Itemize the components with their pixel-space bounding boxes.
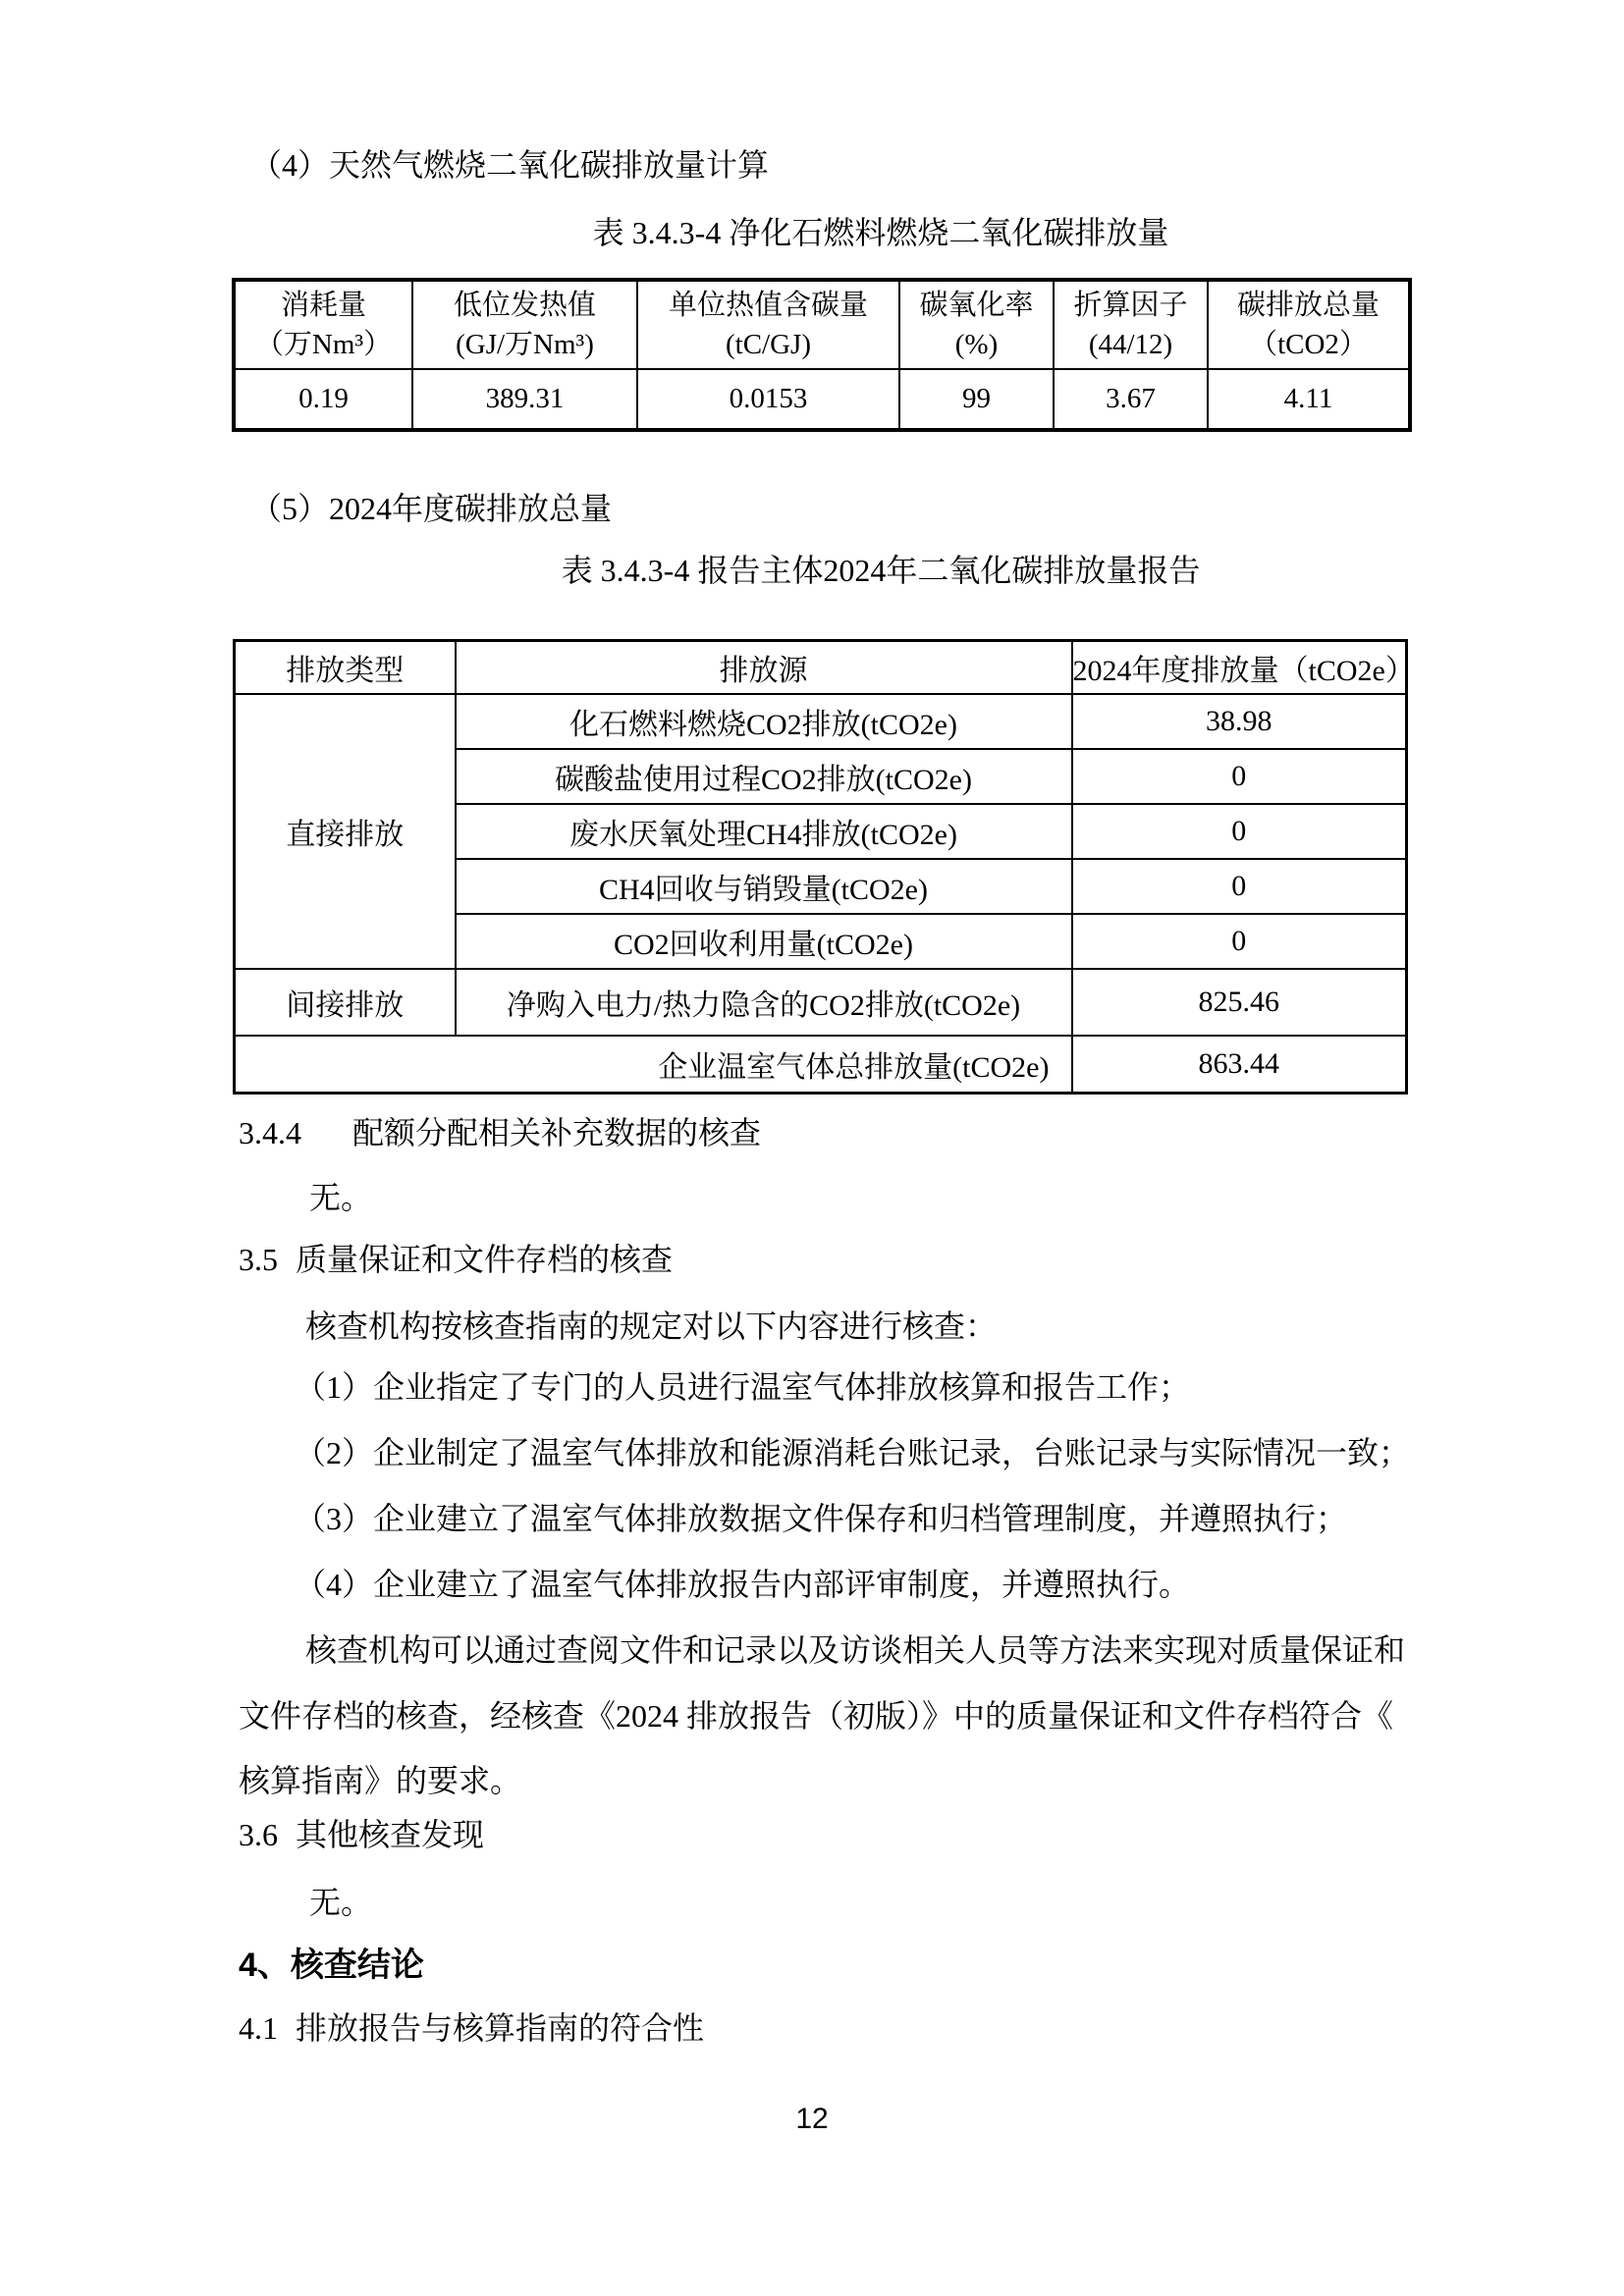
emission-value: 38.98 [1072,694,1407,749]
column-unit: (%) [954,329,999,360]
page-number: 12 [795,2103,829,2135]
column-name: 碳氧化率 [919,290,1034,321]
column-name: 单位热值含碳量 [668,290,868,321]
section-36-heading [239,1813,484,1856]
column-unit: (GJ/万Nm³) [456,329,594,360]
section-number: 4.1 [239,2010,278,2046]
column-unit: (44/12) [1088,329,1173,360]
table1-title: 表 3.4.3-4 净化石燃料燃烧二氧化碳排放量 [592,215,1169,250]
section-344-body: 无。 [309,1180,373,1215]
section-number: 3.6 [239,1817,278,1852]
table-total-row [235,1036,1407,1094]
section-344-heading [239,1111,761,1154]
column-name: 折算因子 [1073,290,1188,321]
emission-source: 废水厌氧处理CH4排放(tCO2e) [456,804,1072,859]
emission-value: 825.46 [1072,969,1407,1036]
total-emission-value: 863.44 [1072,1036,1407,1094]
column-header [234,280,412,369]
section-5-heading: （5）2024年度碳排放总量 [250,491,613,526]
section-4-conclusion-heading: 4、核查结论 [239,1947,424,1984]
indirect-emission-label: 间接排放 [235,969,456,1036]
emission-source: 碳酸盐使用过程CO2排放(tCO2e) [456,749,1072,804]
column-header [1208,280,1410,369]
column-name: 碳排放总量 [1236,290,1380,321]
column-header [637,280,899,369]
value-cell: 0.0153 [637,369,899,430]
emission-value: 0 [1072,749,1407,804]
emission-source: 净购入电力/热力隐含的CO2排放(tCO2e) [456,969,1072,1036]
emission-source: CH4回收与销毁量(tCO2e) [456,859,1072,914]
section-35-intro: 核查机构按核查指南的规定对以下内容进行核查： [305,1308,998,1344]
value-cell: 3.67 [1054,369,1208,430]
value-cell: 389.31 [412,369,637,430]
table-header-row [235,641,1407,695]
column-name: 低位发热值 [453,290,596,321]
emission-value: 0 [1072,914,1407,969]
emission-value: 0 [1072,859,1407,914]
emission-source: CO2回收利用量(tCO2e) [456,914,1072,969]
checklist-item: （1）企业指定了专门的人员进行温室气体排放核算和报告工作； [295,1369,1191,1405]
table-value-row [234,369,1410,430]
table-row [235,969,1407,1036]
column-unit: （万Nm³） [254,329,393,360]
section-title: 质量保证和文件存档的核查 [296,1242,674,1277]
column-header [899,280,1054,369]
column-header: 排放类型 [235,641,456,695]
column-header: 排放源 [456,641,1072,695]
section-number: 3.4.4 [239,1115,301,1150]
section-title: 其他核查发现 [296,1817,485,1852]
section-36-body: 无。 [309,1885,373,1920]
table-row [235,694,1407,749]
paragraph-line: 核算指南》的要求。 [239,1763,522,1798]
checklist-item: （3）企业建立了温室气体排放数据文件保存和归档管理制度，并遵照执行； [295,1501,1348,1536]
paragraph-line: 文件存档的核查，经核查《2024 排放报告（初版）》中的质量保证和文件存档符合《 [239,1698,1394,1734]
section-35-heading [239,1238,673,1281]
section-41-heading [239,2006,704,2050]
column-unit: (tC/GJ) [726,329,811,360]
checklist-item: （2）企业制定了温室气体排放和能源消耗台账记录，台账记录与实际情况一致； [295,1435,1411,1470]
value-cell: 4.11 [1208,369,1410,430]
emission-value: 0 [1072,804,1407,859]
column-header [1054,280,1208,369]
column-header: 2024年度排放量（tCO2e） [1072,641,1407,695]
value-cell: 99 [899,369,1054,430]
fuel-co2-table [232,278,1412,432]
column-name: 消耗量 [280,290,366,321]
checklist-item: （4）企业建立了温室气体排放报告内部评审制度，并遵照执行。 [295,1567,1191,1602]
value-cell: 0.19 [234,369,412,430]
direct-emission-label: 直接排放 [235,694,456,969]
paragraph-line: 核查机构可以通过查阅文件和记录以及访谈相关人员等方法来实现对质量保证和 [305,1632,1406,1668]
total-emission-label: 企业温室气体总排放量(tCO2e) [235,1036,1072,1094]
table2-title: 表 3.4.3-4 报告主体2024年二氧化碳排放量报告 [561,553,1201,588]
section-title: 排放报告与核算指南的符合性 [296,2010,705,2046]
table-header-row [234,280,1410,369]
annual-emissions-table [233,639,1415,1095]
emission-source: 化石燃料燃烧CO2排放(tCO2e) [456,694,1072,749]
column-header [412,280,637,369]
section-number: 3.5 [239,1242,278,1277]
section-title: 配额分配相关补充数据的核查 [352,1115,762,1150]
column-unit: （tCO2） [1249,329,1368,360]
section-4-heading: （4）天然气燃烧二氧化碳排放量计算 [250,147,770,183]
